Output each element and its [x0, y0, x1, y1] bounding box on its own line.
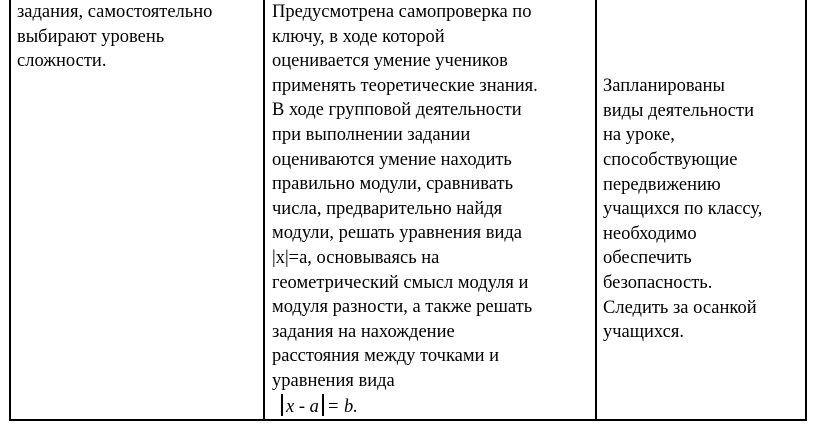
equation-formula: [278, 394, 589, 420]
cell-text: Запланированы виды деятельности на уроке, способствующие передвижению учащихся по классу, необходимо обеспечить безопасность. Следить за осанкой учащихся.: [603, 76, 763, 343]
table-cell-assessment: [264, 0, 596, 420]
lesson-plan-table: [9, 0, 807, 421]
abs-bar-left: [281, 394, 283, 416]
table-cell-student-activity: [10, 0, 264, 420]
equation-rest: = b.: [326, 396, 358, 417]
equation-inner: x - a: [286, 396, 319, 417]
cell-text: задания, самостоятельно выбирают уровень сложности.: [17, 2, 213, 72]
abs-bar-right: [322, 394, 324, 416]
cell-text: Предусмотрена самопроверка по ключу, в ходе которой оценивается умение учеников применять теоретические знания. В ходе групповой деятельности при выполнении задании оцениваются умение находить правильно модули, сравнивать числа, предварительно найдя модули, решать уравнения вида |x|=a, основываясь на геометрический смысл модуля и модуля разности, а также решать задания на нахождение расстояния между точками и уравнения вида: [272, 2, 538, 391]
table-cell-health-safety: [596, 0, 806, 420]
table-row: [10, 0, 806, 420]
